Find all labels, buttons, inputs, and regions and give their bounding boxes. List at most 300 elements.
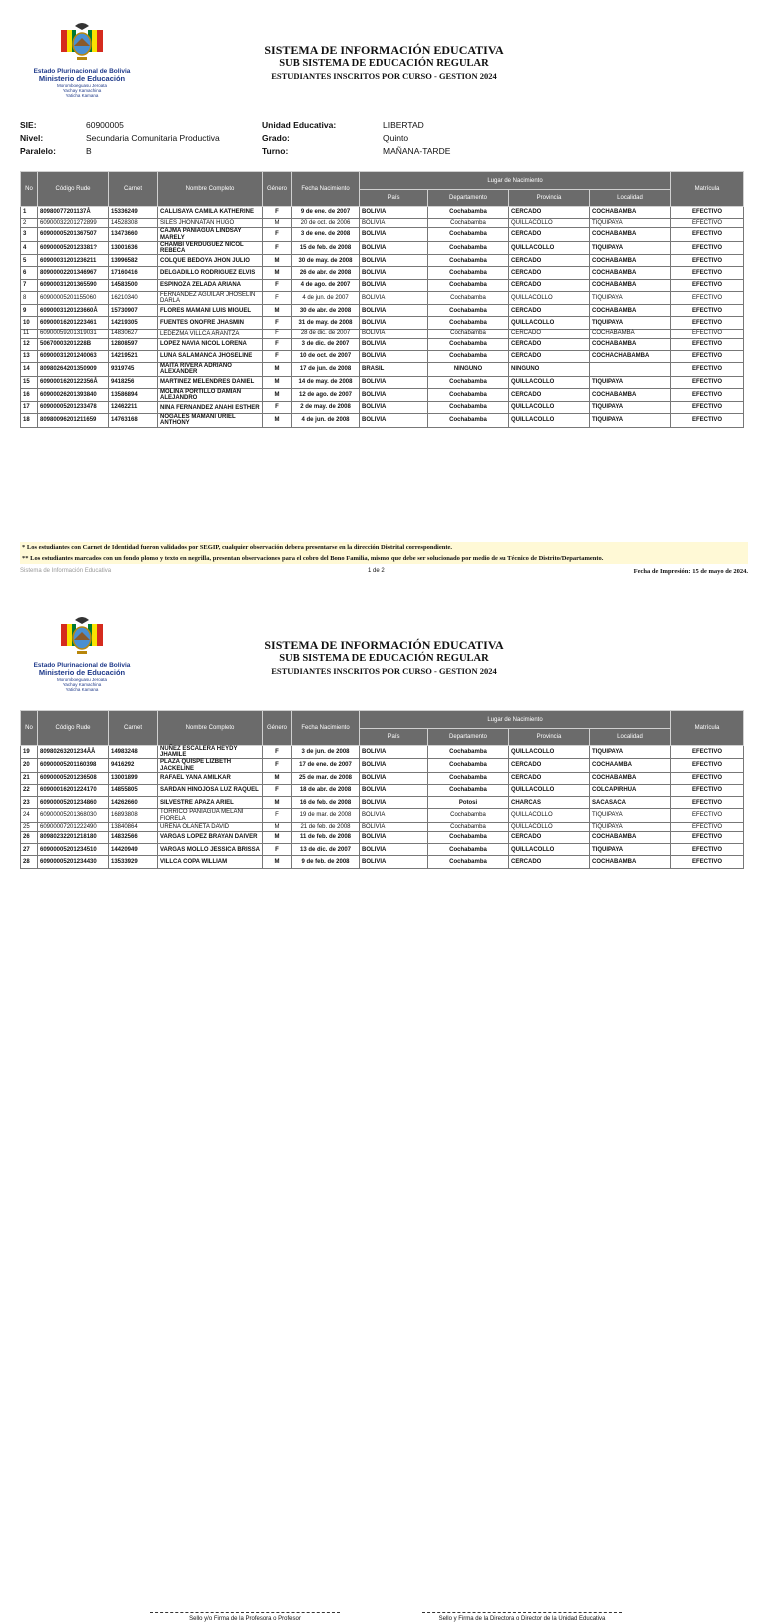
cell-matricula: EFECTIVO [671, 267, 744, 279]
turno-value: MAÑANA-TARDE [383, 145, 451, 156]
ue-value: LIBERTAD [383, 119, 424, 130]
report-subtitle: SUB SISTEMA DE EDUCACIÓN REGULAR [279, 58, 489, 69]
report-title: SISTEMA DE INFORMACIÓN EDUCATIVA [264, 638, 504, 652]
cell-matricula: EFECTIVO [671, 414, 744, 427]
cell-nombre: RAFAEL YANA AMILKAR [158, 772, 263, 784]
cell-fecha: 14 de may. de 2008 [292, 376, 360, 388]
table-row [21, 831, 744, 843]
bolivia-coat-of-arms-icon [57, 614, 107, 662]
cell-localidad: COCHABAMBA [590, 305, 671, 317]
ministry-logo-2 [22, 614, 142, 698]
cell-fecha: 30 de abr. de 2008 [292, 305, 360, 317]
col-carnet: Carnet [109, 172, 158, 207]
page-1 [0, 0, 768, 600]
table-row [21, 255, 744, 267]
cell-localidad: TIQUIPAYA [590, 809, 671, 822]
cell-localidad: TIQUIPAYA [590, 291, 671, 304]
cell-localidad: COCHABAMBA [590, 831, 671, 843]
cell-rude: 60900005201368030 [38, 809, 109, 822]
cell-nombre: TORRICO PANIAGUA MELANI FIORELA [158, 809, 263, 822]
col-carnet: Carnet [109, 711, 158, 746]
table-row [21, 291, 744, 304]
cell-genero: F [263, 350, 292, 362]
cell-carnet: 16893808 [109, 809, 158, 822]
col-pais: País [360, 729, 428, 746]
cell-rude: 60900005201234860 [38, 797, 109, 809]
cell-localidad: COCHABAMBA [590, 255, 671, 267]
col-localidad: Localidad [590, 729, 671, 746]
cell-matricula: EFECTIVO [671, 402, 744, 414]
cell-localidad: COCHABAMBA [590, 207, 671, 219]
cell-carnet: 13001636 [109, 241, 158, 254]
cell-nombre: SARDAN HINOJOSA LUZ RAQUEL [158, 785, 263, 797]
cell-genero: M [263, 856, 292, 868]
cell-matricula: EFECTIVO [671, 255, 744, 267]
cell-provincia: QUILLACOLLO [509, 402, 590, 414]
cell-carnet: 9416292 [109, 759, 158, 772]
cell-matricula: EFECTIVO [671, 844, 744, 856]
cell-rude: 60900031201365590 [38, 279, 109, 291]
cell-nombre: COLQUE BEDOYA JHON JULIO [158, 255, 263, 267]
note-1: * Los estudiantes con Carnet de Identidad fueron validados por SEGIP, cualquier observación debera presentarse en la dirección Distrital correspondiente. [22, 544, 453, 551]
cell-rude: 60900031201236211 [38, 255, 109, 267]
cell-localidad: COLCAPIRHUA [590, 785, 671, 797]
table-row [21, 241, 744, 254]
cell-carnet: 9418256 [109, 376, 158, 388]
table-row [21, 856, 744, 868]
cell-no: 1 [21, 207, 38, 219]
cell-fecha: 21 de feb. de 2008 [292, 822, 360, 831]
cell-rude: 60900005201234430 [38, 856, 109, 868]
signature-director: Sello y Firma de la Directora o Director de la Unidad Educativa [422, 1612, 622, 1622]
cell-pais: BRASIL [360, 363, 428, 376]
cell-fecha: 3 de ene. de 2008 [292, 228, 360, 241]
cell-localidad: COCHABAMBA [590, 228, 671, 241]
col-rude: Código Rude [38, 172, 109, 207]
cell-no: 26 [21, 831, 38, 843]
cell-fecha: 12 de ago. de 2007 [292, 388, 360, 401]
cell-localidad [590, 363, 671, 376]
cell-provincia: QUILLACOLLO [509, 376, 590, 388]
cell-depto: Cochabamba [428, 856, 509, 868]
cell-pais: BOLIVIA [360, 338, 428, 350]
cell-carnet: 14583500 [109, 279, 158, 291]
col-genero: Género [263, 172, 292, 207]
footer-page-number: 1 de 2 [368, 568, 385, 574]
cell-depto: Cochabamba [428, 785, 509, 797]
cell-localidad: TIQUIPAYA [590, 414, 671, 427]
cell-no: 21 [21, 772, 38, 784]
cell-no: 27 [21, 844, 38, 856]
cell-depto: Cochabamba [428, 329, 509, 338]
cell-rude: 80980264201350909 [38, 363, 109, 376]
cell-pais: BOLIVIA [360, 759, 428, 772]
cell-provincia: CERCADO [509, 388, 590, 401]
cell-matricula: EFECTIVO [671, 279, 744, 291]
cell-depto: Cochabamba [428, 255, 509, 267]
table-row [21, 759, 744, 772]
cell-depto: Cochabamba [428, 822, 509, 831]
cell-localidad: COCHAAMBA [590, 759, 671, 772]
cell-localidad: SACASACA [590, 797, 671, 809]
cell-localidad: COCHABAMBA [590, 329, 671, 338]
cell-pais: BOLIVIA [360, 219, 428, 228]
cell-genero: M [263, 414, 292, 427]
cell-carnet: 13473660 [109, 228, 158, 241]
cell-genero: M [263, 305, 292, 317]
cell-provincia: CERCADO [509, 350, 590, 362]
cell-no: 14 [21, 363, 38, 376]
cell-fecha: 19 de mar. de 2008 [292, 809, 360, 822]
cell-fecha: 4 de jun. de 2008 [292, 414, 360, 427]
sie-value: 60900005 [86, 119, 124, 130]
cell-nombre: VARGAS MOLLO JESSICA BRISSA [158, 844, 263, 856]
cell-matricula: EFECTIVO [671, 772, 744, 784]
col-lugar: Lugar de Nacimiento [360, 711, 671, 729]
cell-provincia: QUILLACOLLO [509, 241, 590, 254]
cell-provincia: QUILLACOLLO [509, 317, 590, 329]
cell-localidad: COCHABAMBA [590, 279, 671, 291]
cell-matricula: EFECTIVO [671, 809, 744, 822]
cell-rude: 50670003201228B [38, 338, 109, 350]
cell-matricula: EFECTIVO [671, 363, 744, 376]
cell-pais: BOLIVIA [360, 267, 428, 279]
table-row [21, 219, 744, 228]
cell-genero: F [263, 291, 292, 304]
nivel-label: Nivel: [20, 132, 44, 143]
cell-fecha: 9 de feb. de 2008 [292, 856, 360, 868]
cell-pais: BOLIVIA [360, 241, 428, 254]
table-row [21, 388, 744, 401]
table-row [21, 329, 744, 338]
table-row [21, 267, 744, 279]
cell-pais: BOLIVIA [360, 822, 428, 831]
cell-provincia: QUILLACOLLO [509, 291, 590, 304]
cell-genero: M [263, 772, 292, 784]
cell-fecha: 28 de dic. de 2007 [292, 329, 360, 338]
cell-rude: 60900032201272899 [38, 219, 109, 228]
paralelo-value: B [86, 145, 92, 156]
cell-rude: 60900016201223461 [38, 317, 109, 329]
cell-fecha: 4 de ago. de 2007 [292, 279, 360, 291]
cell-provincia: CERCADO [509, 305, 590, 317]
cell-fecha: 15 de feb. de 2008 [292, 241, 360, 254]
cell-matricula: EFECTIVO [671, 317, 744, 329]
cell-no: 23 [21, 797, 38, 809]
cell-rude: 60900005201155060 [38, 291, 109, 304]
cell-nombre: CALLISAYA CAMILA KATHERINE [158, 207, 263, 219]
cell-nombre: FUENTES ONOFRE JHASMIN [158, 317, 263, 329]
cell-matricula: EFECTIVO [671, 219, 744, 228]
col-matricula: Matrícula [671, 172, 744, 207]
col-nombre: Nombre Completo [158, 711, 263, 746]
cell-fecha: 4 de jun. de 2007 [292, 291, 360, 304]
cell-matricula: EFECTIVO [671, 291, 744, 304]
table-row [21, 785, 744, 797]
cell-carnet: 14855805 [109, 785, 158, 797]
cell-pais: BOLIVIA [360, 785, 428, 797]
cell-matricula: EFECTIVO [671, 797, 744, 809]
cell-nombre: PLAZA QUISPE LIZBETH JACKELINE [158, 759, 263, 772]
cell-provincia: CERCADO [509, 228, 590, 241]
cell-nombre: LOPEZ NAVIA NICOL LORENA [158, 338, 263, 350]
footer-print-date: Fecha de Impresión: 15 de mayo de 2024. [633, 568, 748, 575]
students-table-page-1 [20, 171, 744, 428]
cell-rude: 60900005201367507 [38, 228, 109, 241]
cell-no: 17 [21, 402, 38, 414]
cell-no: 3 [21, 228, 38, 241]
cell-no: 8 [21, 291, 38, 304]
bolivia-coat-of-arms-icon [57, 20, 107, 68]
table-row [21, 350, 744, 362]
cell-pais: BOLIVIA [360, 414, 428, 427]
students-table-page-2 [20, 710, 744, 869]
cell-rude: 6090001620122356Å [38, 376, 109, 388]
cell-pais: BOLIVIA [360, 402, 428, 414]
table-row [21, 305, 744, 317]
cell-provincia: CERCADO [509, 255, 590, 267]
grado-value: Quinto [383, 132, 409, 143]
cell-matricula: EFECTIVO [671, 207, 744, 219]
cell-depto: Cochabamba [428, 267, 509, 279]
cell-genero: F [263, 809, 292, 822]
cell-depto: Cochabamba [428, 746, 509, 759]
cell-provincia: CERCADO [509, 856, 590, 868]
sie-label: SIE: [20, 119, 37, 130]
cell-nombre: CHAMBI VERDUGUEZ NICOL REBECA [158, 241, 263, 254]
cell-depto: Cochabamba [428, 291, 509, 304]
report-subtitle: SUB SISTEMA DE EDUCACIÓN REGULAR [279, 653, 489, 664]
cell-genero: F [263, 338, 292, 350]
cell-pais: BOLIVIA [360, 797, 428, 809]
cell-fecha: 2 de may. de 2008 [292, 402, 360, 414]
cell-rude: 60900016201224170 [38, 785, 109, 797]
cell-depto: Potosi [428, 797, 509, 809]
cell-carnet: 15336249 [109, 207, 158, 219]
table-row [21, 338, 744, 350]
cell-nombre: MARTINEZ MELENDRES DANIEL [158, 376, 263, 388]
cell-depto: Cochabamba [428, 338, 509, 350]
cell-depto: Cochabamba [428, 207, 509, 219]
cell-no: 11 [21, 329, 38, 338]
col-provincia: Provincia [509, 190, 590, 207]
logo-line-2: Ministerio de Educación [38, 74, 126, 83]
cell-genero: F [263, 241, 292, 254]
cell-fecha: 31 de may. de 2008 [292, 317, 360, 329]
cell-rude: 80980232201218180 [38, 831, 109, 843]
cell-pais: BOLIVIA [360, 279, 428, 291]
cell-nombre: ESPINOZA ZELADA ARIANA [158, 279, 263, 291]
col-lugar: Lugar de Nacimiento [360, 172, 671, 190]
cell-depto: Cochabamba [428, 759, 509, 772]
cell-nombre: SILVESTRE APAZA ARIEL [158, 797, 263, 809]
note-2: ** Los estudiantes marcados con un fondo plomo y texto en negrilla, presentan observaciones para el cobro del Bono Familia, mismo que debe ser solucionado por medio de su Técnico de Distrito/Departamento. [22, 555, 604, 562]
cell-fecha: 16 de feb. de 2008 [292, 797, 360, 809]
footer-system: Sistema de Información Educativa [20, 568, 112, 574]
cell-no: 6 [21, 267, 38, 279]
report-subtitle-2: ESTUDIANTES INSCRITOS POR CURSO - GESTION 2024 [271, 666, 497, 676]
cell-nombre: SILES JHONNATAN HUGO [158, 219, 263, 228]
cell-fecha: 25 de mar. de 2008 [292, 772, 360, 784]
cell-nombre: FLORES MAMANI LUIS MIGUEL [158, 305, 263, 317]
cell-nombre: FERNANDEZ AGUILAR JHOSELIN DARLA [158, 291, 263, 304]
cell-localidad: COCHABAMBA [590, 856, 671, 868]
cell-pais: BOLIVIA [360, 809, 428, 822]
nivel-value: Secundaria Comunitaria Productiva [86, 132, 220, 143]
cell-no: 20 [21, 759, 38, 772]
cell-carnet: 14219305 [109, 317, 158, 329]
cell-no: 24 [21, 809, 38, 822]
logo-line-3: Moromboeguasu Jeroata [56, 677, 108, 682]
turno-label: Turno: [262, 145, 289, 156]
cell-fecha: 20 de oct. de 2006 [292, 219, 360, 228]
cell-localidad: COCHABAMBA [590, 388, 671, 401]
table-row [21, 402, 744, 414]
cell-nombre: CAJMA PANIAGUA LINDSAY MARELY [158, 228, 263, 241]
table-row [21, 414, 744, 427]
table-row [21, 772, 744, 784]
logo-line-4: Yachay Kamachina [62, 682, 102, 688]
cell-pais: BOLIVIA [360, 831, 428, 843]
cell-rude: 60900007201222490 [38, 822, 109, 831]
signature-teacher: Sello y/o Firma de la Profesora o Profesor [150, 1612, 340, 1622]
cell-provincia: CERCADO [509, 831, 590, 843]
cell-matricula: EFECTIVO [671, 831, 744, 843]
col-matricula: Matrícula [671, 711, 744, 746]
cell-fecha: 3 de jun. de 2008 [292, 746, 360, 759]
ministry-logo [22, 20, 142, 104]
col-pais: País [360, 190, 428, 207]
cell-depto: NINGUNO [428, 363, 509, 376]
cell-nombre: LEDEZMA VILLCA ARANTZA [158, 329, 263, 338]
cell-carnet: 12808597 [109, 338, 158, 350]
cell-nombre: VARGAS LOPEZ BRAYAN DAIVER [158, 831, 263, 843]
cell-fecha: 26 de abr. de 2008 [292, 267, 360, 279]
cell-localidad: COCHACHABAMBA [590, 350, 671, 362]
cell-nombre: NINA FERNANDEZ ANAHI ESTHER [158, 402, 263, 414]
cell-fecha: 13 de dic. de 2007 [292, 844, 360, 856]
cell-no: 15 [21, 376, 38, 388]
cell-carnet: 13533929 [109, 856, 158, 868]
cell-provincia: QUILLACOLLO [509, 785, 590, 797]
cell-provincia: QUILLACOLLO [509, 822, 590, 831]
cell-no: 5 [21, 255, 38, 267]
cell-carnet: 9319745 [109, 363, 158, 376]
table-row [21, 376, 744, 388]
col-provincia: Provincia [509, 729, 590, 746]
cell-genero: M [263, 255, 292, 267]
cell-carnet: 13840864 [109, 822, 158, 831]
logo-line-2: Ministerio de Educación [38, 668, 126, 677]
cell-provincia: CERCADO [509, 759, 590, 772]
cell-fecha: 11 de feb. de 2008 [292, 831, 360, 843]
col-no: No [21, 711, 38, 746]
cell-no: 9 [21, 305, 38, 317]
cell-carnet: 13996582 [109, 255, 158, 267]
cell-matricula: EFECTIVO [671, 329, 744, 338]
report-header-2 [150, 638, 618, 677]
cell-carnet: 14219521 [109, 350, 158, 362]
cell-nombre: DELGADILLO RODRIGUEZ ELVIS [158, 267, 263, 279]
cell-no: 4 [21, 241, 38, 254]
table-row [21, 746, 744, 759]
col-nombre: Nombre Completo [158, 172, 263, 207]
col-fecha: Fecha Nacimiento [292, 172, 360, 207]
cell-rude: 6090000520123381? [38, 241, 109, 254]
cell-no: 12 [21, 338, 38, 350]
cell-provincia: CERCADO [509, 279, 590, 291]
cell-matricula: EFECTIVO [671, 305, 744, 317]
col-fecha: Fecha Nacimiento [292, 711, 360, 746]
cell-genero: M [263, 376, 292, 388]
cell-genero: F [263, 759, 292, 772]
cell-matricula: EFECTIVO [671, 388, 744, 401]
cell-carnet: 14420949 [109, 844, 158, 856]
cell-nombre: VILLCA COPA WILLIAM [158, 856, 263, 868]
cell-fecha: 3 de dic. de 2007 [292, 338, 360, 350]
logo-line-1: Estado Plurinacional de Bolivia [33, 662, 131, 669]
logo-line-3: Moromboeguasu Jeroata [56, 83, 108, 88]
cell-no: 19 [21, 746, 38, 759]
cell-carnet: 14528308 [109, 219, 158, 228]
grado-label: Grado: [262, 132, 290, 143]
cell-pais: BOLIVIA [360, 844, 428, 856]
table-row [21, 207, 744, 219]
cell-carnet: 14763168 [109, 414, 158, 427]
cell-rude: 6090003120123660Å [38, 305, 109, 317]
cell-provincia: CERCADO [509, 207, 590, 219]
cell-nombre: MOLINA PORTILLO DAMIAN ALEJANDRO [158, 388, 263, 401]
cell-localidad: TIQUIPAYA [590, 219, 671, 228]
cell-genero: M [263, 267, 292, 279]
cell-rude: 80980096201211659 [38, 414, 109, 427]
cell-depto: Cochabamba [428, 350, 509, 362]
cell-carnet: 13001899 [109, 772, 158, 784]
cell-pais: BOLIVIA [360, 388, 428, 401]
logo-line-1: Estado Plurinacional de Bolivia [33, 68, 131, 75]
table-row [21, 844, 744, 856]
cell-pais: BOLIVIA [360, 329, 428, 338]
cell-depto: Cochabamba [428, 219, 509, 228]
cell-rude: 60900026201393840 [38, 388, 109, 401]
cell-localidad: COCHABAMBA [590, 338, 671, 350]
cell-provincia: QUILLACOLLO [509, 809, 590, 822]
cell-provincia: QUILLACOLLO [509, 219, 590, 228]
cell-pais: BOLIVIA [360, 746, 428, 759]
cell-no: 13 [21, 350, 38, 362]
cell-pais: BOLIVIA [360, 317, 428, 329]
cell-depto: Cochabamba [428, 228, 509, 241]
cell-rude: 60900005201236508 [38, 772, 109, 784]
cell-rude: 60900005201233478 [38, 402, 109, 414]
cell-matricula: EFECTIVO [671, 746, 744, 759]
cell-depto: Cochabamba [428, 279, 509, 291]
col-genero: Género [263, 711, 292, 746]
cell-fecha: 18 de abr. de 2008 [292, 785, 360, 797]
paralelo-label: Paralelo: [20, 145, 56, 156]
cell-depto: Cochabamba [428, 402, 509, 414]
cell-depto: Cochabamba [428, 376, 509, 388]
cell-carnet: 14830627 [109, 329, 158, 338]
cell-matricula: EFECTIVO [671, 241, 744, 254]
cell-localidad: TIQUIPAYA [590, 317, 671, 329]
cell-matricula: EFECTIVO [671, 350, 744, 362]
table-row [21, 279, 744, 291]
cell-rude: 80980263201234ÅÅ [38, 746, 109, 759]
cell-pais: BOLIVIA [360, 305, 428, 317]
cell-matricula: EFECTIVO [671, 338, 744, 350]
cell-localidad: TIQUIPAYA [590, 822, 671, 831]
